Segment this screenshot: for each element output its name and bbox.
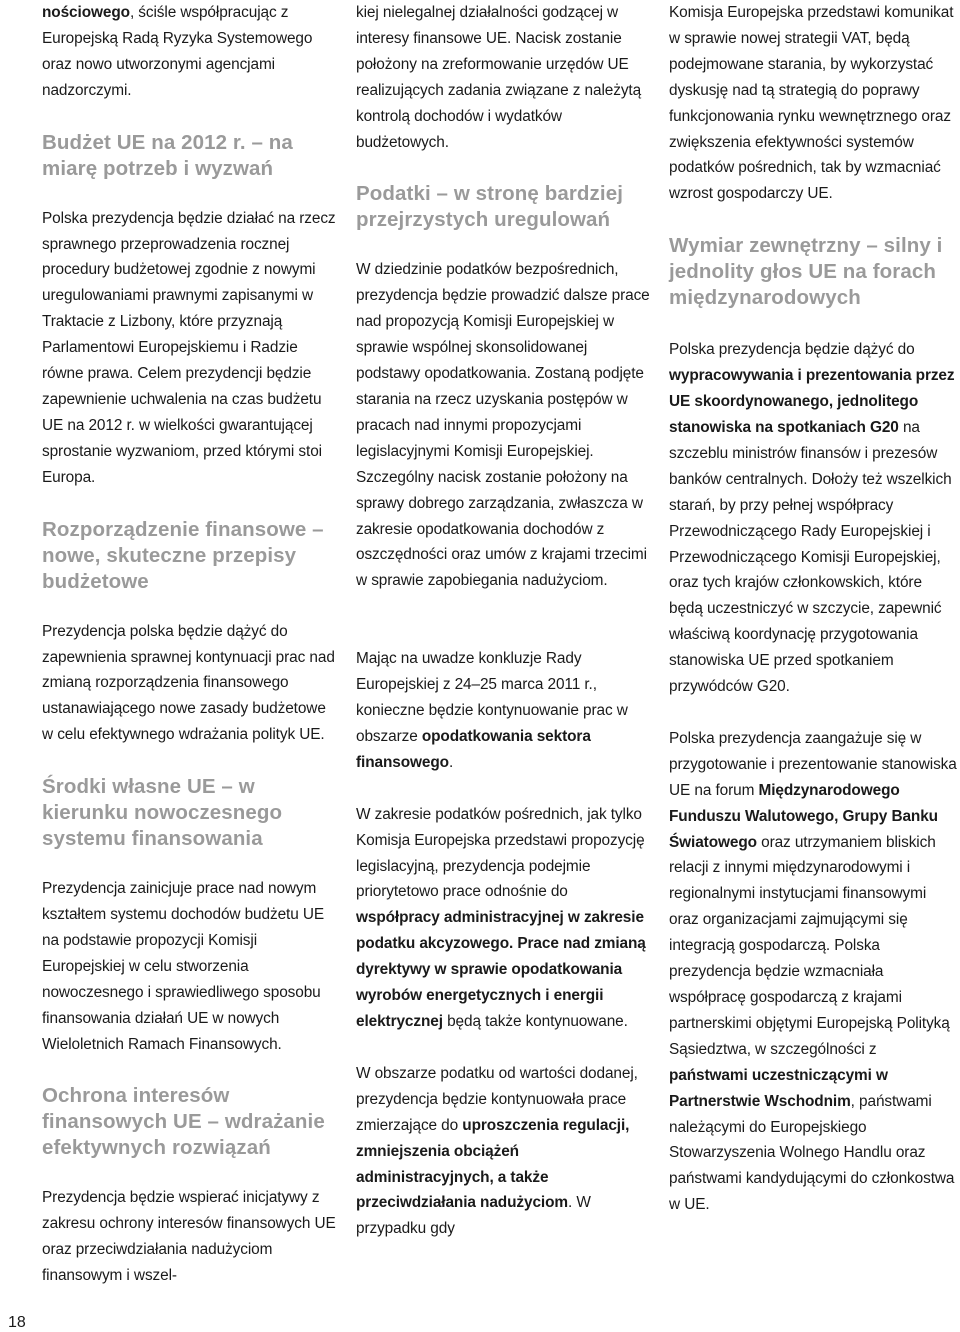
bold-text: wypracowywania i prezentowania przez UE skoordynowanego, jednolitego stanowiska na spotkaniach G20 xyxy=(669,367,955,436)
section-heading: Środki własne UE – w kierunku nowoczesnego systemu finansowania xyxy=(42,775,283,851)
bold-text: Międzynarodowego Funduszu Walutowego, Grupy Banku Światowego xyxy=(669,781,938,851)
paragraph xyxy=(42,619,340,749)
text-run: Polska prezydencja będzie dążyć do xyxy=(669,341,915,359)
paragraph xyxy=(669,337,959,700)
text-run: W obszarze podatku od wartości dodanej, prezydencja będzie kontynuowała prace zmierzające do xyxy=(356,1064,638,1134)
paragraph xyxy=(356,1061,652,1242)
page-number: 18 xyxy=(8,1314,26,1331)
bold-text: nościowego xyxy=(42,4,130,21)
text-run: W dziedzinie podatków bezpośrednich, prezydencja będzie prowadzić dalsze prace nad propozycją Komisji Europejskiej w sprawie wspólnej skonsolidowanej podstawy opodatkowania. Zostaną podjęte starania na rzecz uzyskania postępów w pracach nad innymi propozycjami legislacyjnymi Komisji Europejskiej. Szczególny nacisk zostanie położony na sprawy dobrego zarządzania, zwłaszcza w zakresie opodatkowania dochodów z oszczędności oraz umów z krajami trzecimi w sprawie zapobiegania nadużyciom. xyxy=(356,261,650,590)
paragraph xyxy=(42,206,340,491)
paragraph xyxy=(669,726,959,1218)
text-run: będą także kontynuowane. xyxy=(442,1013,628,1030)
paragraph xyxy=(42,0,340,104)
bold-text: państwami uczestniczącymi w Partnerstwie Wschodnim xyxy=(669,1066,888,1110)
text-run: , państwami należącymi do Europejskiego Stowarzyszenia Wolnego Handlu oraz państwami kandydującymi do członkostwa w UE. xyxy=(669,1092,955,1214)
paragraph xyxy=(42,876,340,1057)
text-run: W zakresie podatków pośrednich, jak tylko Komisja Europejska przedstawi propozycję legislacyjną, prezydencja podejmie priorytetowo prace odnośnie do xyxy=(356,805,645,901)
text-run: na szczeblu ministrów finansów i prezesów banków centralnych. Dołoży też wszelkich starań, by przy pełnej współpracy Przewodniczącego Rady Europejskiej i Przewodniczącego Komisji Europejskiej, oraz tych krajów członkowskich, które będą uczestniczyć w szczycie, zapewnić właściwą koordynację przygotowania stanowiska UE przed spotkaniem przywódców G20. xyxy=(669,418,952,696)
text-run: oraz utrzymaniem bliskich relacji z innymi międzynarodowymi i regionalnymi instytucjami finansowymi oraz organizacjami zajmującymi się integracją gospodarczą. Polska prezydencja będzie wzmacniała współpracę gospodarczą z krajami partnerskimi objętymi Europejską Polityką Sąsiedztwa, w szczególności z xyxy=(669,833,950,1058)
text-run: Mając na uwadze konkluzje Rady Europejskiej z 24–25 marca 2011 r., konieczne będzie kontynuowanie prac w obszarze xyxy=(356,650,628,745)
section-heading: Rozporządzenie finansowe – nowe, skuteczne przepisy budżetowe xyxy=(42,517,324,593)
column-3 xyxy=(669,0,959,1218)
bold-text: uproszczenia regulacji, zmniejszenia obciążeń administracyjnych, a także przeciwdziałania nadużyciom xyxy=(356,1116,630,1212)
text-run: Polska prezydencja będzie działać na rzecz sprawnego przeprowadzenia rocznej procedury budżetowej zgodnie z nowymi uregulowaniami prawnymi zapisanymi w Traktacie z Lizbony, które przyznają Parlamentowi Europejskiemu i Radzie równe prawa. Celem prezydencji będzie zapewnienie uchwalenia na czas budżetu UE na 2012 r. w wielkości gwarantującej sprostanie wyzwaniom, przed którymi stoi Europa. xyxy=(42,209,336,486)
text-run: . xyxy=(448,753,454,771)
column-1 xyxy=(42,0,340,1289)
text-run: Prezydencja zainicjuje prace nad nowym kształtem systemu dochodów budżetu UE na podstawie propozycji Komisji Europejskiej w celu stworzenia nowoczesnego i sprawiedliwego sposobu finansowania działań UE w nowych Wieloletnich Ramach Finansowych. xyxy=(42,880,325,1053)
paragraph xyxy=(669,0,959,207)
section-heading: Ochrona interesów finansowych UE – wdrażanie efektywnych rozwiązań xyxy=(42,1084,325,1160)
bold-text: i energii elektrycznej xyxy=(356,987,604,1030)
section-heading: Podatki – w stronę bardziej przejrzystych uregulowań xyxy=(356,182,623,232)
paragraph xyxy=(356,646,652,776)
text-run: . W przypadku gdy xyxy=(356,1194,591,1238)
text-run: kiej nielegalnej działalności godzącej w interesy finansowe UE. Nacisk zostanie położony na zreformowanie urzędów UE realizujących zadania związane z należytą kontrolą dochodów i wydatków budżetowych. xyxy=(356,4,642,151)
text-run: Prezydencja będzie wspierać inicjatywy z zakresu ochrony interesów finansowych UE oraz przeciwdziałania nadużyciom finansowym i wszel- xyxy=(42,1189,336,1285)
column-2 xyxy=(356,0,652,1242)
paragraph xyxy=(42,1185,340,1289)
section-heading: Budżet UE na 2012 r. – na miarę potrzeb i wyzwań xyxy=(42,130,293,180)
text-run: Prezydencja polska będzie dążyć do zapewnienia sprawnej kontynuacji prac nad zmianą rozporządzenia finansowego ustanawiającego nowe zasady budżetowe w celu efektywnego wdrażania polityk UE. xyxy=(42,622,335,744)
text-run: Komisja Europejska przedstawi komunikat w sprawie nowej strategii VAT, będą podejmowane starania, by wykorzystać dyskusję nad tą strategią do poprawy funkcjonowania rynku wewnętrznego oraz zwiększenia efektywności systemów podatków pośrednich, tak by wzmacniać wzrost gospodarczy UE. xyxy=(669,4,954,203)
paragraph xyxy=(356,802,652,1035)
section-heading: Wymiar zewnętrzny – silny i jednolity głos UE na forach międzynarodowych xyxy=(669,234,943,310)
paragraph xyxy=(356,0,652,155)
text-run: Polska prezydencja zaangażuje się w przygotowanie i prezentowanie stanowiska UE na forum xyxy=(669,729,957,799)
paragraph xyxy=(356,257,652,594)
text-run: , ściśle współpracując z Europejską Radą Ryzyka Systemowego oraz nowo utworzonymi agencjami nadzorczymi. xyxy=(42,4,313,99)
bold-text: opodatkowania sektora finansowego xyxy=(356,727,591,771)
bold-text: współpracy administracyjnej w zakresie podatku akcyzowego. Prace nad zmianą dyrektywy w sprawie opodatkowania wyrobów energetycznych xyxy=(356,909,646,1005)
